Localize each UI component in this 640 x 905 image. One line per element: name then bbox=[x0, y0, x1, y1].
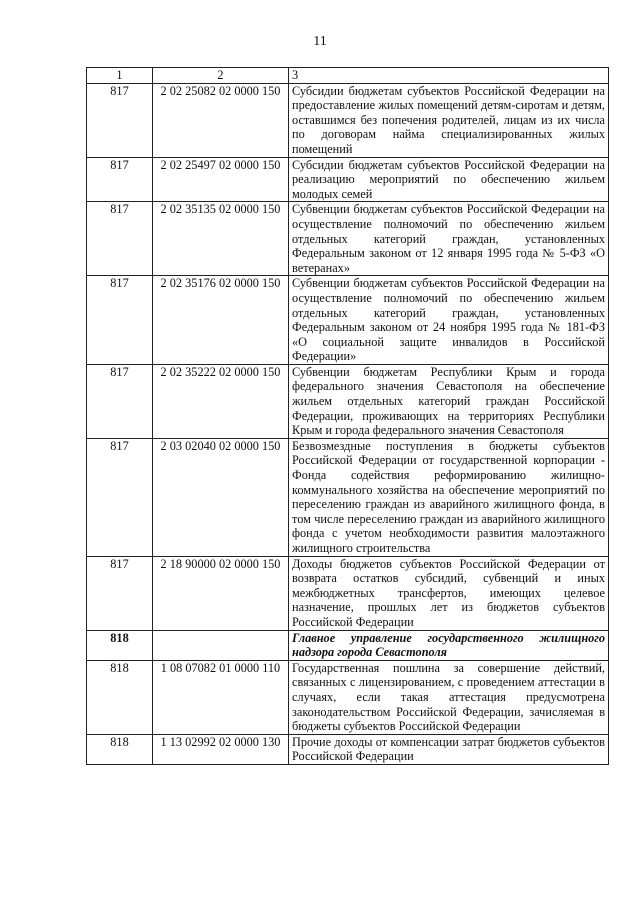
table-row bbox=[87, 202, 609, 276]
admin-code-cell: 817 bbox=[87, 276, 153, 365]
description-cell: Государственная пошлина за совершение действий, связанных с лицензированием, с проведением аттестации в случаях, если такая аттестация предусмотрена законодательством Российской Федерации, зачисляемая в бюджеты субъектов Российской Федерации bbox=[289, 660, 609, 734]
header-col-1: 1 bbox=[87, 68, 153, 84]
budget-code-cell: 1 13 02992 02 0000 130 bbox=[153, 734, 289, 764]
budget-code-cell: 2 02 25082 02 0000 150 bbox=[153, 83, 289, 157]
admin-code-cell: 817 bbox=[87, 157, 153, 202]
admin-code-cell: 818 bbox=[87, 630, 153, 660]
header-col-2: 2 bbox=[153, 68, 289, 84]
table-row bbox=[87, 660, 609, 734]
table-row bbox=[87, 276, 609, 365]
description-cell: Доходы бюджетов субъектов Российской Федерации от возврата остатков субсидий, субвенций и иных межбюджетных трансфертов, имеющих целевое назначение, прошлых лет из бюджетов субъектов Российской Федерации bbox=[289, 556, 609, 630]
page-number: 11 bbox=[313, 34, 327, 49]
admin-code-cell: 817 bbox=[87, 438, 153, 556]
description-cell: Субвенции бюджетам субъектов Российской Федерации на осуществление полномочий по обеспечению жильем отдельных категорий граждан, установленных Федеральным законом от 12 января 1995 года № 5-ФЗ «О ветеранах» bbox=[289, 202, 609, 276]
admin-code-cell: 818 bbox=[87, 660, 153, 734]
budget-code-cell: 2 03 02040 02 0000 150 bbox=[153, 438, 289, 556]
table-row bbox=[87, 83, 609, 157]
admin-code-cell: 818 bbox=[87, 734, 153, 764]
admin-code-cell: 817 bbox=[87, 556, 153, 630]
description-cell: Субсидии бюджетам субъектов Российской Федерации на реализацию мероприятий по обеспечению жильем молодых семей bbox=[289, 157, 609, 202]
admin-code-cell: 817 bbox=[87, 83, 153, 157]
budget-code-cell: 2 02 35176 02 0000 150 bbox=[153, 276, 289, 365]
table-row bbox=[87, 157, 609, 202]
budget-codes-table bbox=[86, 67, 609, 765]
table-header-row bbox=[87, 68, 609, 84]
description-cell: Прочие доходы от компенсации затрат бюджетов субъектов Российской Федерации bbox=[289, 734, 609, 764]
budget-code-cell: 2 02 35222 02 0000 150 bbox=[153, 364, 289, 438]
table-row bbox=[87, 364, 609, 438]
description-cell: Субвенции бюджетам субъектов Российской Федерации на осуществление полномочий по обеспечению жильем отдельных категорий граждан, установленных Федеральным законом от 24 ноября 1995 года № 181-ФЗ «О социальной защите инвалидов в Российской Федерации» bbox=[289, 276, 609, 365]
budget-code-cell: 1 08 07082 01 0000 110 bbox=[153, 660, 289, 734]
table-row bbox=[87, 556, 609, 630]
table-row bbox=[87, 630, 609, 660]
budget-code-cell: 2 02 35135 02 0000 150 bbox=[153, 202, 289, 276]
table-row bbox=[87, 734, 609, 764]
description-cell: Субсидии бюджетам субъектов Российской Федерации на предоставление жилых помещений детям-сиротам и детям, оставшимся без попечения родителей, лицам из их числа по договорам найма специализированных жилых помещений bbox=[289, 83, 609, 157]
description-cell: Субвенции бюджетам Республики Крым и города федерального значения Севастополя на обеспечение жильем отдельных категорий граждан Российской Федерации, проживающих на территориях Республики Крым и города федерального значения Севастополя bbox=[289, 364, 609, 438]
admin-code-cell: 817 bbox=[87, 202, 153, 276]
header-col-3: 3 bbox=[289, 68, 609, 84]
admin-code-cell: 817 bbox=[87, 364, 153, 438]
budget-code-cell bbox=[153, 630, 289, 660]
description-cell: Главное управление государственного жилищного надзора города Севастополя bbox=[289, 630, 609, 660]
budget-code-cell: 2 02 25497 02 0000 150 bbox=[153, 157, 289, 202]
table-row bbox=[87, 438, 609, 556]
budget-code-cell: 2 18 90000 02 0000 150 bbox=[153, 556, 289, 630]
description-cell: Безвозмездные поступления в бюджеты субъектов Российской Федерации от государственной корпорации - Фонда содействия реформированию жилищно-коммунального хозяйства на обеспечение мероприятий по переселению граждан из аварийного жилищного фонда, в том числе переселению граждан из аварийного жилищного фонда с учетом необходимости развития малоэтажного жилищного строительства bbox=[289, 438, 609, 556]
